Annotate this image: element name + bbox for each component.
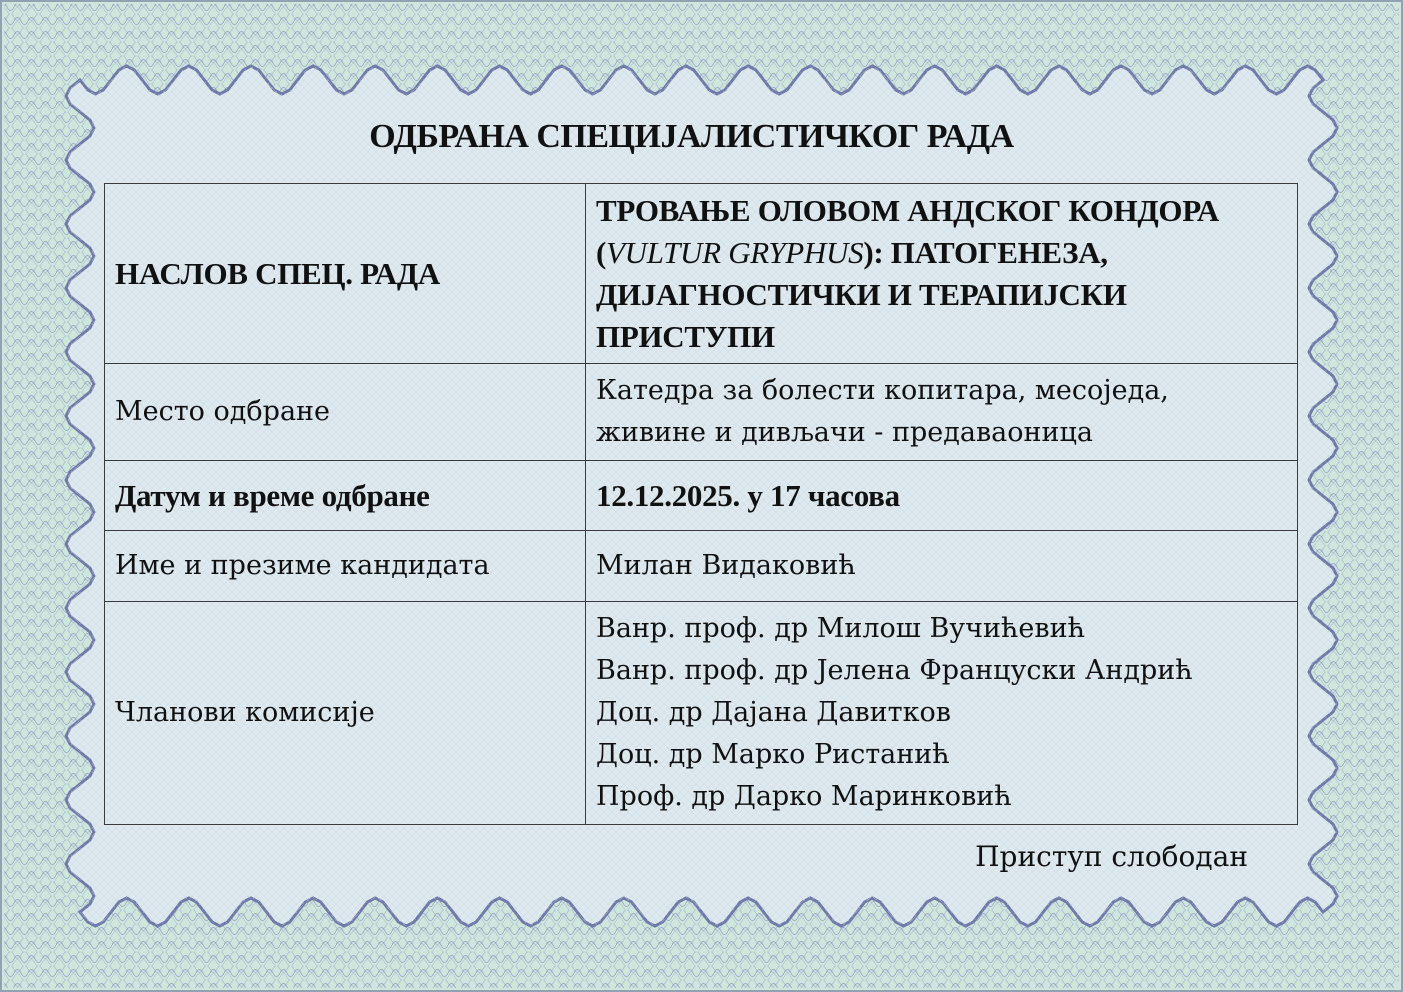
table-row [105,364,1298,461]
datetime-value: 12.12.2025. у 17 часова [586,461,1298,531]
table-row [105,602,1298,825]
table-row [105,531,1298,602]
defense-info-table [104,183,1298,825]
thesis-title-line: ДИЈАГНОСТИЧКИ И ТЕРАПИЈСКИ [596,276,1127,312]
thesis-title-line: ТРОВАЊЕ ОЛОВОМ АНДСКОГ КОНДОРА [596,192,1219,228]
location-value [586,364,1298,461]
thesis-title-line [596,232,1287,274]
committee-members [586,602,1298,825]
location-label: Место одбране [105,364,586,461]
thesis-title-line: ПРИСТУПИ [596,318,775,354]
committee-member: Доц. др Дајана Давитков [596,697,951,728]
candidate-label: Име и презиме кандидата [105,531,586,602]
thesis-title-value [586,184,1298,364]
thesis-title-label: НАСЛОВ СПЕЦ. РАДА [105,184,586,364]
committee-member: Проф. др Дарко Маринковић [596,781,1012,812]
location-line: живине и дивљачи - предаваоница [596,417,1093,448]
candidate-value: Милан Видаковић [586,531,1298,602]
committee-member: Ванр. проф. др Јелена Француски Андрић [596,655,1193,686]
species-name: VULTUR GRYPHUS [606,234,864,270]
datetime-label: Датум и време одбране [105,461,586,531]
location-line: Катедра за болести копитара, месоједа, [596,375,1169,406]
paren-open: ( [596,234,607,270]
title-continuation: ): ПАТОГЕНЕЗА, [863,234,1108,270]
committee-member: Доц. др Марко Ристанић [596,739,950,770]
committee-label: Чланови комисије [105,602,586,825]
committee-member: Ванр. проф. др Милош Вучићевић [596,613,1085,644]
access-note: Приступ слободан [975,840,1248,873]
page-title: ОДБРАНА СПЕЦИЈАЛИСТИЧКОГ РАДА [369,118,1014,155]
table-row [105,461,1298,531]
table-row [105,184,1298,364]
